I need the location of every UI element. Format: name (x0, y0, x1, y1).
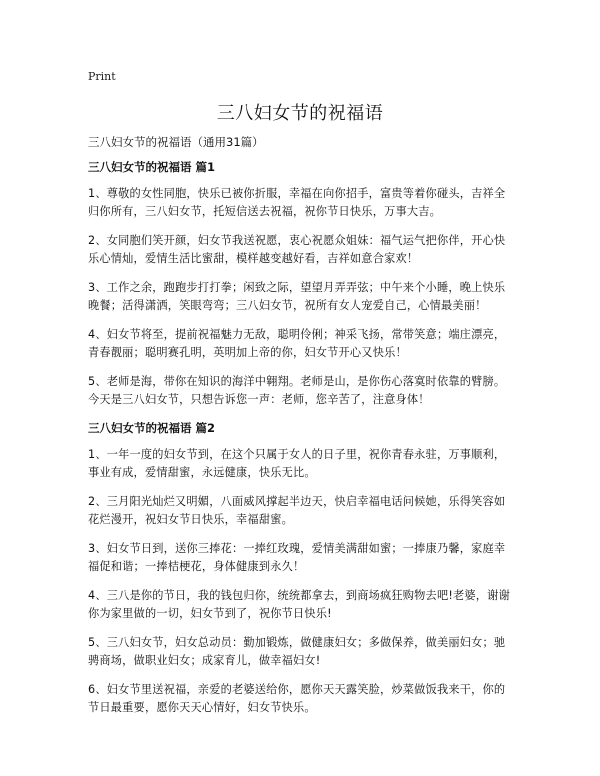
paragraph: 2、女同胞们笑开颜，妇女节我送祝愿，衷心祝愿众姐妹：福气运气把你伴，开心快乐心情灿，爱情生活比蜜甜，模样越变越好看，吉祥如意合家欢！ (88, 234, 506, 265)
document-body (88, 134, 516, 728)
paragraph: 5、老师是海，带你在知识的海洋中翱翔。老师是山，是你伤心落寞时依靠的臂膀。今天是三八妇女节，只想告诉您一声：老师，您辛苦了，注意身体！ (88, 375, 506, 406)
paragraph: 5、三八妇女节，妇女总动员：勤加锻炼，做健康妇女；多做保养，做美丽妇女；驰骋商场，做职业妇女；成家育儿，做幸福妇女! (88, 636, 506, 667)
paragraph: 4、妇女节将至，提前祝福魅力无敌，聪明伶俐；神采飞扬，常带笑意；端庄漂亮，青春靓丽；聪明赛孔明，英明加上帝的你，妇女节开心又快乐！ (88, 328, 506, 359)
page-title: 三八妇女节的祝福语 (216, 103, 384, 124)
print-link[interactable]: Print (88, 70, 116, 83)
section-heading: 三八妇女节的祝福语 篇2 (88, 421, 216, 435)
paragraph: 4、三八是你的节日，我的钱包归你，统统都拿去，到商场疯狂购物去吧!老婆，谢谢你为家里做的一切，妇女节到了，祝你节日快乐! (88, 589, 510, 620)
document-subtitle: 三八妇女节的祝福语（通用31篇） (88, 135, 264, 149)
paragraph: 1、一年一度的妇女节到，在这个只属于女人的日子里，祝你青春永驻，万事顺利，事业有成，爱情甜蜜，永远健康，快乐无比。 (88, 448, 506, 479)
paragraph: 3、工作之余，跑跑步打打拳；闲致之际，望望月弄弄弦；中午来个小睡，晚上快乐晚餐；活得潇洒，笑眼弯弯；三八妇女节，祝所有女人宠爱自己，心情最美丽！ (88, 281, 506, 312)
paragraph: 6、妇女节里送祝福，亲爱的老婆送给你，愿你天天露笑脸，炒菜做饭我来干，你的节日最重要，愿你天天心情好，妇女节快乐。 (88, 683, 506, 714)
paragraph: 3、妇女节日到，送你三捧花：一捧红玫瑰，爱情美满甜如蜜；一捧康乃馨，家庭幸福促和谐；一捧桔梗花，身体健康到永久！ (88, 542, 506, 573)
section-heading: 三八妇女节的祝福语 篇1 (88, 160, 216, 174)
paragraph: 1、尊敬的女性同胞，快乐已被你折服，幸福在向你招手，富贵等着你碰头，吉祥全归你所有，三八妇女节，托短信送去祝福，祝你节日快乐，万事大吉。 (88, 187, 506, 218)
section-2 (88, 420, 516, 716)
section-1 (88, 159, 516, 408)
paragraph: 2、三月阳光灿烂又明媚，八面威风撑起半边天，快启幸福电话问候她，乐得笑容如花烂漫开，祝妇女节日快乐，幸福甜蜜。 (88, 495, 506, 526)
